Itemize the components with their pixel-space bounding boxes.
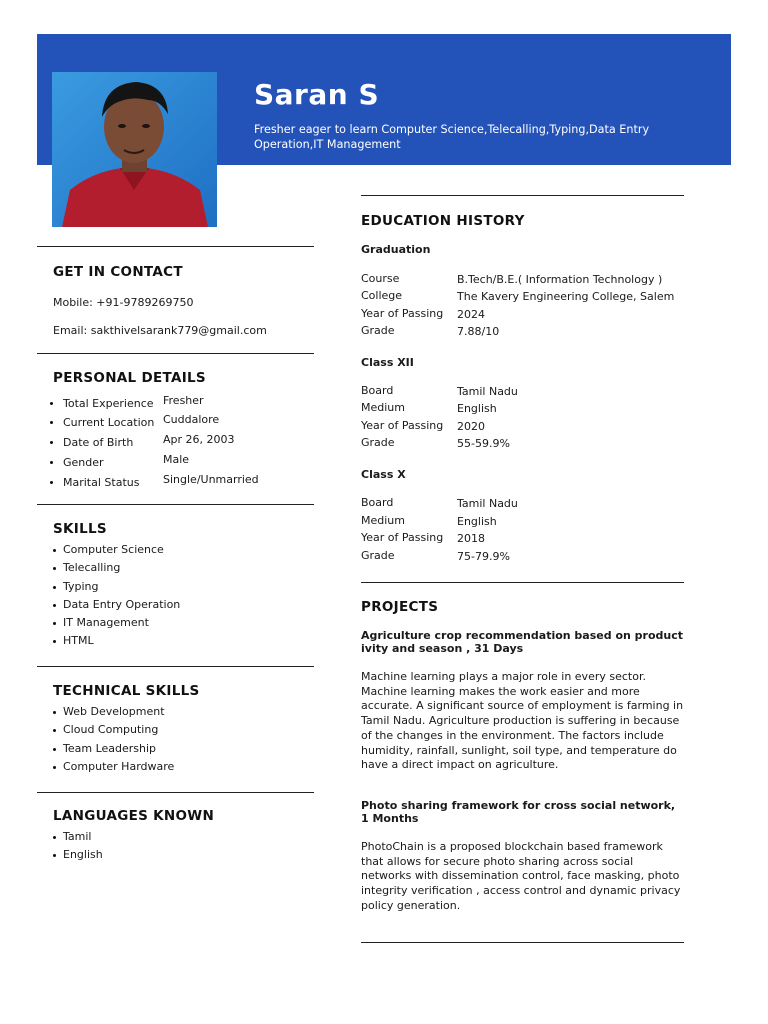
education-value: 7.88/10 <box>457 325 500 338</box>
list-item: Telecalling <box>53 559 180 577</box>
contact-mobile: Mobile: +91-9789269750 <box>53 296 194 309</box>
personal-value: Fresher <box>163 394 204 407</box>
list-item: Computer Science <box>53 541 180 559</box>
personal-label: Date of Birth <box>63 436 134 449</box>
personal-value: Cuddalore <box>163 413 220 426</box>
profile-summary: Fresher eager to learn Computer Science,Telecalling,Typing,Data Entry Operation,IT Management <box>254 123 650 151</box>
list-item: Computer Hardware <box>53 758 174 776</box>
education-value: Tamil Nadu <box>457 497 518 510</box>
skills-list <box>53 541 180 651</box>
profile-photo <box>52 72 217 227</box>
divider <box>361 942 684 943</box>
education-value: 2018 <box>457 532 485 545</box>
person-portrait-icon <box>52 72 217 227</box>
education-value: 75-79.9% <box>457 550 510 563</box>
education-key: Grade <box>361 324 395 337</box>
education-section-title: EDUCATION HISTORY <box>361 213 525 229</box>
technical-skills-section-title: TECHNICAL SKILLS <box>53 683 200 699</box>
education-value: 55-59.9% <box>457 437 510 450</box>
list-item: English <box>53 846 103 864</box>
education-key: Medium <box>361 401 405 414</box>
languages-list <box>53 828 103 865</box>
skills-section-title: SKILLS <box>53 521 107 537</box>
education-value: English <box>457 515 497 528</box>
list-item: HTML <box>53 632 180 650</box>
divider <box>37 246 314 247</box>
list-item: Team Leadership <box>53 740 174 758</box>
project-title: Agriculture crop recommendation based on productivity and season , 31 Days <box>361 629 684 655</box>
education-value: 2024 <box>457 308 485 321</box>
divider <box>361 582 684 583</box>
divider <box>37 792 314 793</box>
personal-label: Gender <box>63 456 104 469</box>
contact-section-title: GET IN CONTACT <box>53 264 183 280</box>
education-value: The Kavery Engineering College, Salem <box>457 290 675 303</box>
list-item: Tamil <box>53 828 103 846</box>
project-description: PhotoChain is a proposed blockchain based framework that allows for secure photo sharing across social networks with dissemination control, face masking, photo integrity verification , access control and dynamic privacy policy generation. <box>361 840 681 912</box>
education-key: Medium <box>361 514 405 527</box>
list-item: IT Management <box>53 614 180 632</box>
education-key: Year of Passing <box>361 531 444 544</box>
personal-label: Current Location <box>63 416 155 429</box>
projects-section-title: PROJECTS <box>361 599 439 615</box>
education-key: Year of Passing <box>361 307 444 320</box>
education-value: English <box>457 402 497 415</box>
personal-value: Single/Unmarried <box>163 473 259 486</box>
divider <box>37 504 314 505</box>
divider <box>37 666 314 667</box>
candidate-name: Saran S <box>254 78 380 111</box>
personal-section-title: PERSONAL DETAILS <box>53 370 206 386</box>
education-key: Board <box>361 384 394 397</box>
education-group-title: Graduation <box>361 243 431 256</box>
education-key: Year of Passing <box>361 419 444 432</box>
contact-email: Email: sakthivelsarank779@gmail.com <box>53 324 267 337</box>
education-key: Board <box>361 496 394 509</box>
education-key: Course <box>361 272 400 285</box>
education-value: Tamil Nadu <box>457 385 518 398</box>
personal-value: Male <box>163 453 190 466</box>
personal-label: Marital Status <box>63 476 140 489</box>
list-item: Data Entry Operation <box>53 596 180 614</box>
education-key: Grade <box>361 549 395 562</box>
list-item: Web Development <box>53 703 174 721</box>
project-description: Machine learning plays a major role in every sector. Machine learning makes the work easier and more accurate. A significant source of employment is farming in Tamil Nadu. Agriculture production is suffering in because of the changes in the environment. The factors include humidity, rainfall, sunlight, soil type, and temperature do have a direct impact on agriculture. <box>361 670 684 772</box>
personal-label: Total Experience <box>63 397 154 410</box>
technical-skills-list <box>53 703 174 776</box>
personal-value: Apr 26, 2003 <box>163 433 235 446</box>
education-key: College <box>361 289 403 302</box>
list-item: Typing <box>53 578 180 596</box>
education-group-title: Class X <box>361 468 406 481</box>
languages-section-title: LANGUAGES KNOWN <box>53 808 215 824</box>
list-item: Cloud Computing <box>53 721 174 739</box>
divider <box>37 353 314 354</box>
project-title: Photo sharing framework for cross social network, 1 Months <box>361 799 676 825</box>
education-value: B.Tech/B.E.( Information Technology ) <box>457 273 663 286</box>
education-key: Grade <box>361 436 395 449</box>
divider <box>361 195 684 196</box>
education-group-title: Class XII <box>361 356 414 369</box>
education-value: 2020 <box>457 420 485 433</box>
